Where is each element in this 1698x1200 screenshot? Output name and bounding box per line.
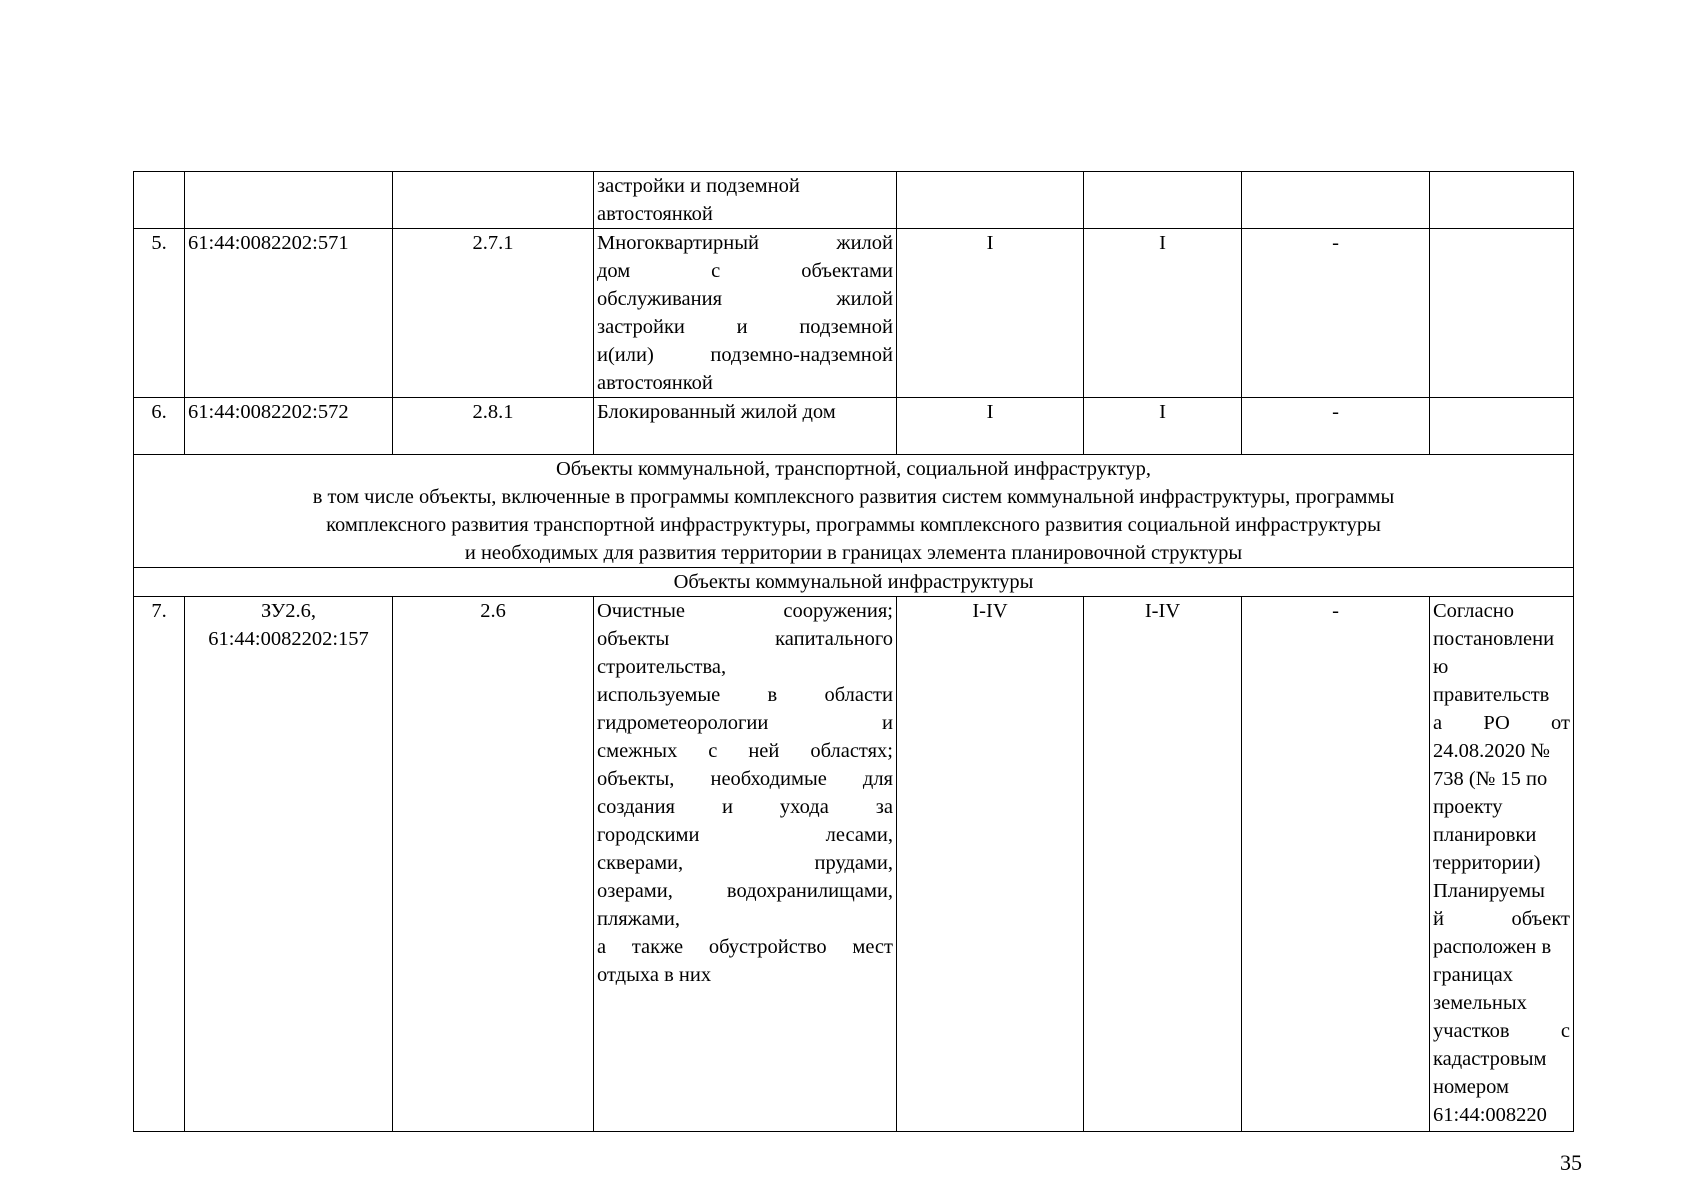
use-line: Многоквартирный жилой xyxy=(597,232,893,254)
note-line: 61:44:008220 xyxy=(1433,1104,1547,1126)
note-line: Планируемы xyxy=(1433,880,1545,902)
note-line: ю xyxy=(1433,656,1449,678)
use-line: Очистные сооружения; xyxy=(597,600,893,622)
use-line: скверами, прудами, xyxy=(597,852,893,874)
table-row-continued xyxy=(134,172,1574,229)
section-header-line: комплексного развития транспортной инфраструктуры, программы комплексного развития социальной инфраструктуры xyxy=(326,514,1381,536)
note-line: территории) xyxy=(1433,852,1541,874)
cell-code: 2.7.1 xyxy=(393,229,594,398)
cell-num: 6. xyxy=(134,398,185,455)
cell-code: 2.6 xyxy=(393,597,594,1132)
use-line: а также обустройство мест xyxy=(597,936,893,958)
section-header-line: Объекты коммунальной, транспортной, социальной инфраструктур, xyxy=(555,458,1152,480)
cell-code xyxy=(393,172,594,229)
note-line: проекту xyxy=(1433,796,1503,818)
use-line: отдыха в них xyxy=(597,964,712,986)
cell-use: Блокированный жилой дом xyxy=(594,398,897,455)
note-line: Согласно xyxy=(1433,600,1514,622)
table-row-5 xyxy=(134,229,1574,398)
use-line: создания и ухода за xyxy=(597,796,893,818)
cell-col5: I xyxy=(897,229,1084,398)
cell-num xyxy=(134,172,185,229)
note-line: правительств xyxy=(1433,684,1550,706)
land-use-table xyxy=(133,171,1574,1132)
use-line: строительства, xyxy=(597,656,727,678)
note-line: номером xyxy=(1433,1076,1509,1098)
use-line: пляжами, xyxy=(597,908,680,930)
use-line: смежных с ней областях; xyxy=(597,740,893,762)
use-line: объекты, необходимые для xyxy=(597,768,893,790)
cell-col5: I-IV xyxy=(897,597,1084,1132)
use-line: автостоянкой xyxy=(597,372,713,394)
plot-line: 61:44:0082202:157 xyxy=(208,628,369,650)
cell-col7: - xyxy=(1242,597,1430,1132)
cell-col7: - xyxy=(1242,229,1430,398)
note-line: участков с xyxy=(1433,1020,1570,1042)
cell-col5: I xyxy=(897,398,1084,455)
cell-col8 xyxy=(1430,398,1574,455)
use-line: гидрометеорологии и xyxy=(597,712,893,734)
cell-use xyxy=(594,172,897,229)
cell-col6: I xyxy=(1084,398,1242,455)
cell-num: 7. xyxy=(134,597,185,1132)
cell-use xyxy=(594,597,897,1132)
note-line: 738 (№ 15 по xyxy=(1433,768,1548,790)
note-line: земельных xyxy=(1433,992,1527,1014)
use-line: дом с объектами xyxy=(597,260,893,282)
cell-cadastre xyxy=(185,172,393,229)
section-header-line: в том числе объекты, включенные в программы комплексного развития систем коммунальной инфраструктуры, программы xyxy=(312,486,1395,508)
cell-num: 5. xyxy=(134,229,185,398)
note-line: границах xyxy=(1433,964,1514,986)
cell-col7: - xyxy=(1242,398,1430,455)
section-header xyxy=(134,455,1574,568)
cell-cadastre: 61:44:0082202:571 xyxy=(185,229,393,398)
cell-col6: I-IV xyxy=(1084,597,1242,1132)
plot-line: ЗУ2.6, xyxy=(260,600,317,622)
section-header-row xyxy=(134,455,1574,568)
cell-col6: I xyxy=(1084,229,1242,398)
table-row-6 xyxy=(134,398,1574,455)
cell-note xyxy=(1430,597,1574,1132)
subsection-header-row xyxy=(134,568,1574,597)
note-line: а РО от xyxy=(1433,712,1570,734)
cell-use xyxy=(594,229,897,398)
cell-col7 xyxy=(1242,172,1430,229)
page-number: 35 xyxy=(1560,1150,1582,1175)
use-line: объекты капитального xyxy=(597,628,893,650)
use-line: используемые в области xyxy=(597,684,893,706)
cell-col6 xyxy=(1084,172,1242,229)
table-row-7 xyxy=(134,597,1574,1132)
cell-plot xyxy=(185,597,393,1132)
subsection-header: Объекты коммунальной инфраструктуры xyxy=(134,568,1574,597)
cell-col8 xyxy=(1430,172,1574,229)
use-line: застройки и подземной xyxy=(597,316,893,338)
note-line: й объект xyxy=(1433,908,1570,930)
use-line: застройки и подземной xyxy=(597,175,800,197)
note-line: расположен в xyxy=(1433,936,1552,958)
note-line: 24.08.2020 № xyxy=(1433,740,1550,762)
note-line: постановлени xyxy=(1433,628,1555,650)
note-line: планировки xyxy=(1433,824,1537,846)
cell-code: 2.8.1 xyxy=(393,398,594,455)
cell-col8 xyxy=(1430,229,1574,398)
use-line: озерами, водохранилищами, xyxy=(597,880,893,902)
cell-cadastre: 61:44:0082202:572 xyxy=(185,398,393,455)
use-line: и(или) подземно-надземной xyxy=(597,344,893,366)
use-line: автостоянкой xyxy=(597,203,713,225)
section-header-line: и необходимых для развития территории в границах элемента планировочной структуры xyxy=(464,542,1243,564)
note-line: кадастровым xyxy=(1433,1048,1547,1070)
use-line: городскими лесами, xyxy=(597,824,893,846)
use-line: обслуживания жилой xyxy=(597,288,893,310)
cell-col5 xyxy=(897,172,1084,229)
